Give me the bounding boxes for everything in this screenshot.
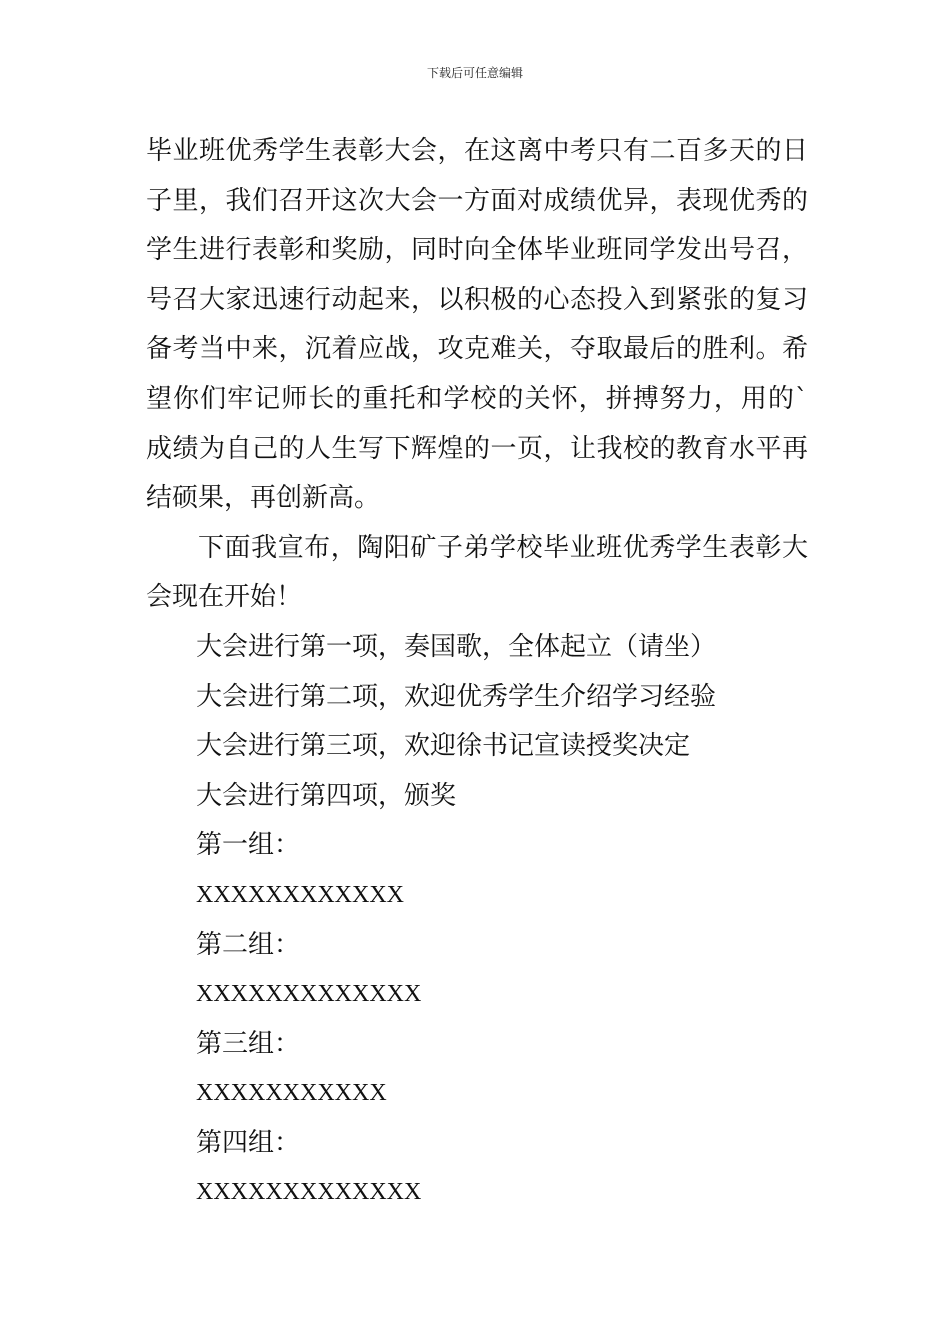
group-label-2: 第二组： bbox=[196, 929, 301, 960]
paragraph-announcement: 下面我宣布，陶阳矿子弟学校毕业班优秀学生表彰大会现在开始！ bbox=[146, 532, 808, 613]
group-label-3: 第三组： bbox=[196, 1028, 301, 1059]
agenda-item-1: 大会进行第一项，奏国歌，全体起立（请坐） bbox=[196, 631, 717, 662]
group-names-2: XXXXXXXXXXXXX bbox=[196, 981, 422, 1008]
page-header: 下载后可任意编辑 bbox=[426, 66, 523, 80]
agenda-item-4: 大会进行第四项，颁奖 bbox=[196, 780, 457, 811]
group-label-4: 第四组： bbox=[196, 1127, 301, 1158]
agenda-item-2: 大会进行第二项，欢迎优秀学生介绍学习经验 bbox=[196, 681, 717, 712]
group-names-3: XXXXXXXXXXX bbox=[196, 1080, 387, 1107]
agenda-item-3: 大会进行第三项，欢迎徐书记宣读授奖决定 bbox=[196, 731, 691, 762]
paragraph-opening: 毕业班优秀学生表彰大会，在这离中考只有二百多天的日子里，我们召开这次大会一方面对成绩优异，表现优秀的学生进行表彰和奖励，同时向全体毕业班同学发出号召，号召大家迅速行动起来，以积极的心态投入到紧张的复习备考当中来，沉着应战，攻克难关，夺取最后的胜利。希望你们牢记师长的重托和学校的关怀，拼搏努力，用的`成绩为自己的人生写下辉煌的一页，让我校的教育水平再结硕果，再创新高。 bbox=[146, 136, 808, 514]
group-names-4: XXXXXXXXXXXXX bbox=[196, 1179, 422, 1206]
group-names-1: XXXXXXXXXXXX bbox=[196, 881, 404, 908]
document-body bbox=[146, 127, 808, 1218]
group-label-1: 第一组： bbox=[196, 830, 301, 861]
